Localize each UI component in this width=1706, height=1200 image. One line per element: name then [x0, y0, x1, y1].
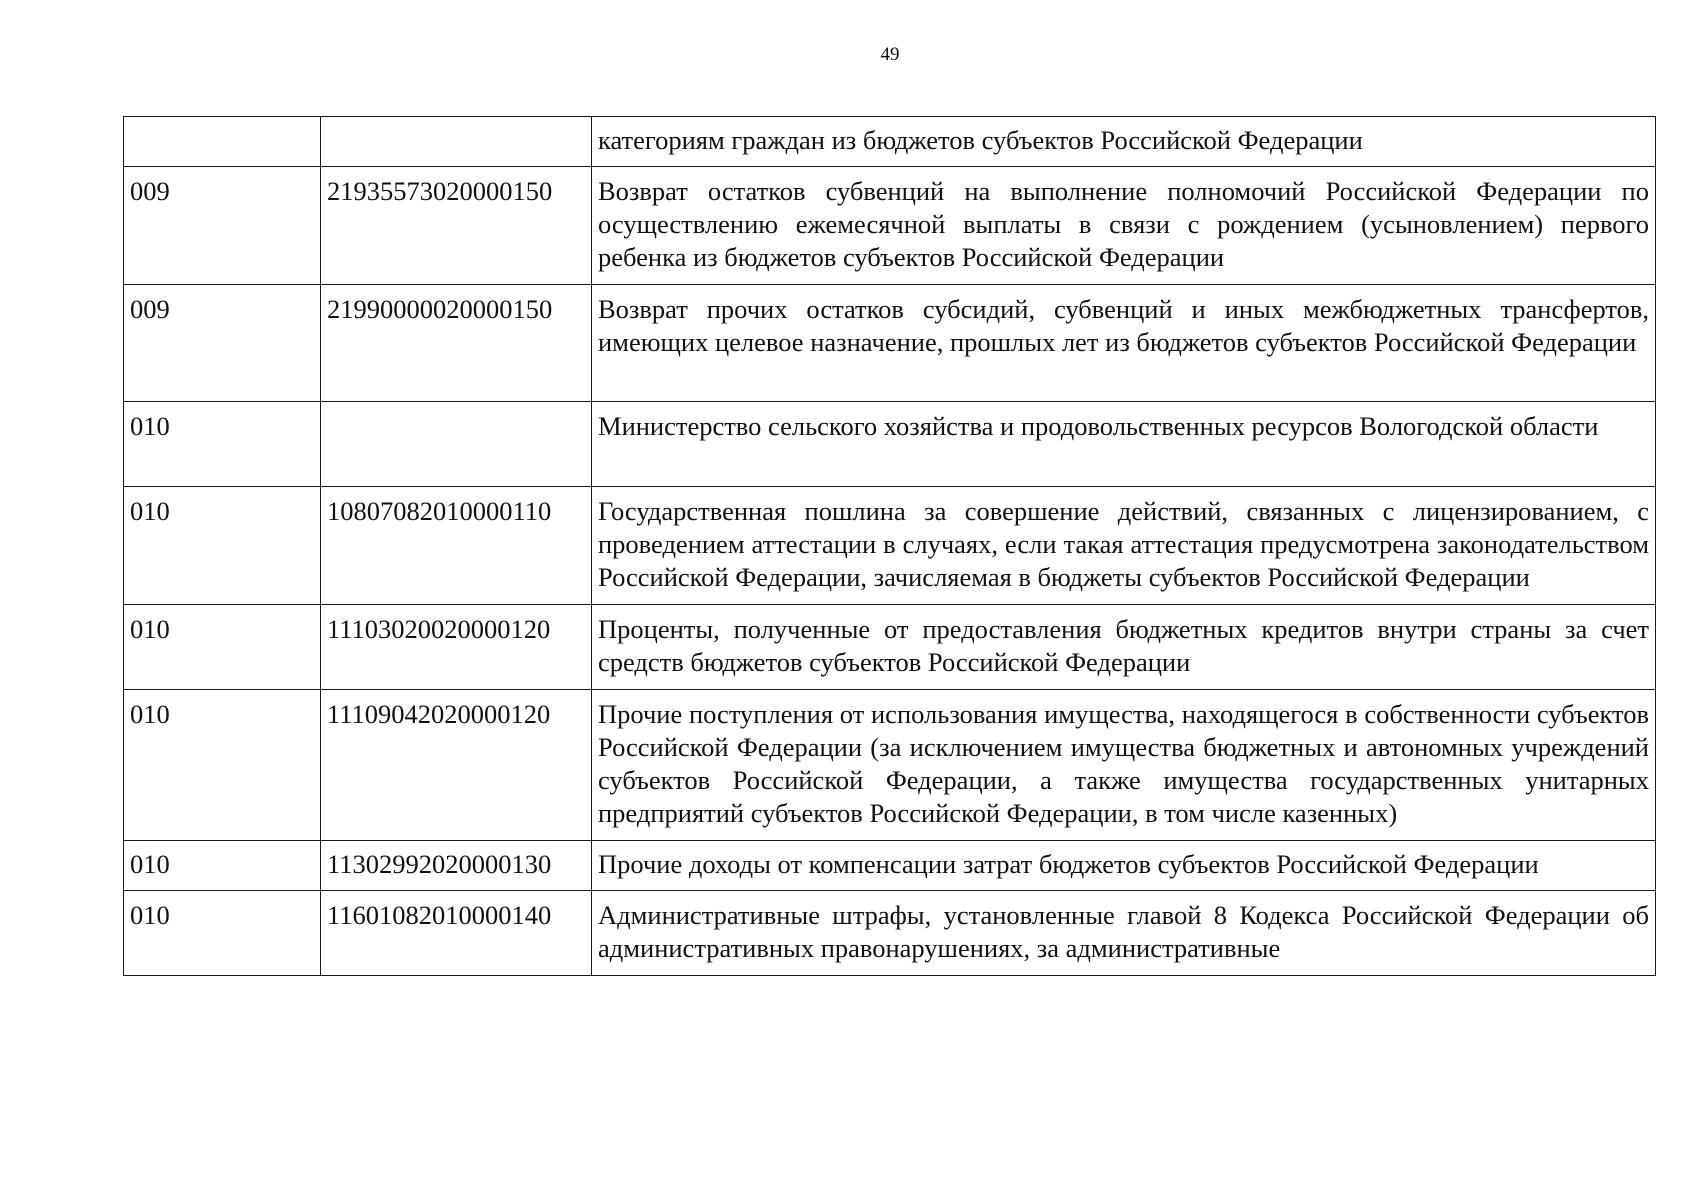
budget-classification-table [123, 116, 1656, 976]
table-row [124, 285, 1656, 402]
table-row [124, 605, 1656, 690]
revenue-name-cell: Проценты, полученные от предоставления бюджетных кредитов внутри страны за счет средств бюджетов субъектов Российской Федерации [592, 605, 1656, 690]
admin-code-cell: 009 [124, 285, 321, 402]
table-row [124, 690, 1656, 841]
table-row [124, 487, 1656, 605]
revenue-name-cell: Возврат остатков субвенций на выполнение полномочий Российской Федерации по осуществлению ежемесячной выплаты в связи с рождением (усыновлением) первого ребенка из бюджетов субъектов Российской Федерации [592, 167, 1656, 285]
revenue-name-cell: Возврат прочих остатков субсидий, субвенций и иных межбюджетных трансфертов, имеющих целевое назначение, прошлых лет из бюджетов субъектов Российской Федерации [592, 285, 1656, 402]
revenue-name-cell: Министерство сельского хозяйства и продовольственных ресурсов Вологодской области [592, 402, 1656, 487]
table-row [124, 117, 1656, 167]
revenue-name-cell: категориям граждан из бюджетов субъектов Российской Федерации [592, 117, 1656, 167]
revenue-code-cell: 11601082010000140 [321, 891, 592, 976]
admin-code-cell: 010 [124, 605, 321, 690]
admin-code-cell: 009 [124, 167, 321, 285]
admin-code-cell: 010 [124, 841, 321, 891]
page-number: 49 [880, 44, 900, 65]
revenue-name-cell: Государственная пошлина за совершение действий, связанных с лицензированием, с проведением аттестации в случаях, если такая аттестация предусмотрена законодательством Российской Федерации, зачисляемая в бюджеты субъектов Российской Федерации [592, 487, 1656, 605]
revenue-code-cell: 10807082010000110 [321, 487, 592, 605]
revenue-code-cell [321, 402, 592, 487]
revenue-name-cell: Административные штрафы, установленные главой 8 Кодекса Российской Федерации об административных правонарушениях, за административные [592, 891, 1656, 976]
revenue-code-cell: 21990000020000150 [321, 285, 592, 402]
revenue-name-cell: Прочие поступления от использования имущества, находящегося в собственности субъектов Российской Федерации (за исключением имущества бюджетных и автономных учреждений субъектов Российской Федерации, а также имущества государственных унитарных предприятий субъектов Российской Федерации, в том числе казенных) [592, 690, 1656, 841]
admin-code-cell: 010 [124, 891, 321, 976]
revenue-code-cell: 21935573020000150 [321, 167, 592, 285]
admin-code-cell: 010 [124, 402, 321, 487]
table-row [124, 167, 1656, 285]
admin-code-cell: 010 [124, 487, 321, 605]
revenue-code-cell: 11302992020000130 [321, 841, 592, 891]
table-row [124, 841, 1656, 891]
revenue-name-cell: Прочие доходы от компенсации затрат бюджетов субъектов Российской Федерации [592, 841, 1656, 891]
revenue-code-cell [321, 117, 592, 167]
revenue-code-cell: 11103020020000120 [321, 605, 592, 690]
table-row [124, 402, 1656, 487]
revenue-code-cell: 11109042020000120 [321, 690, 592, 841]
admin-code-cell [124, 117, 321, 167]
admin-code-cell: 010 [124, 690, 321, 841]
table-row [124, 891, 1656, 976]
